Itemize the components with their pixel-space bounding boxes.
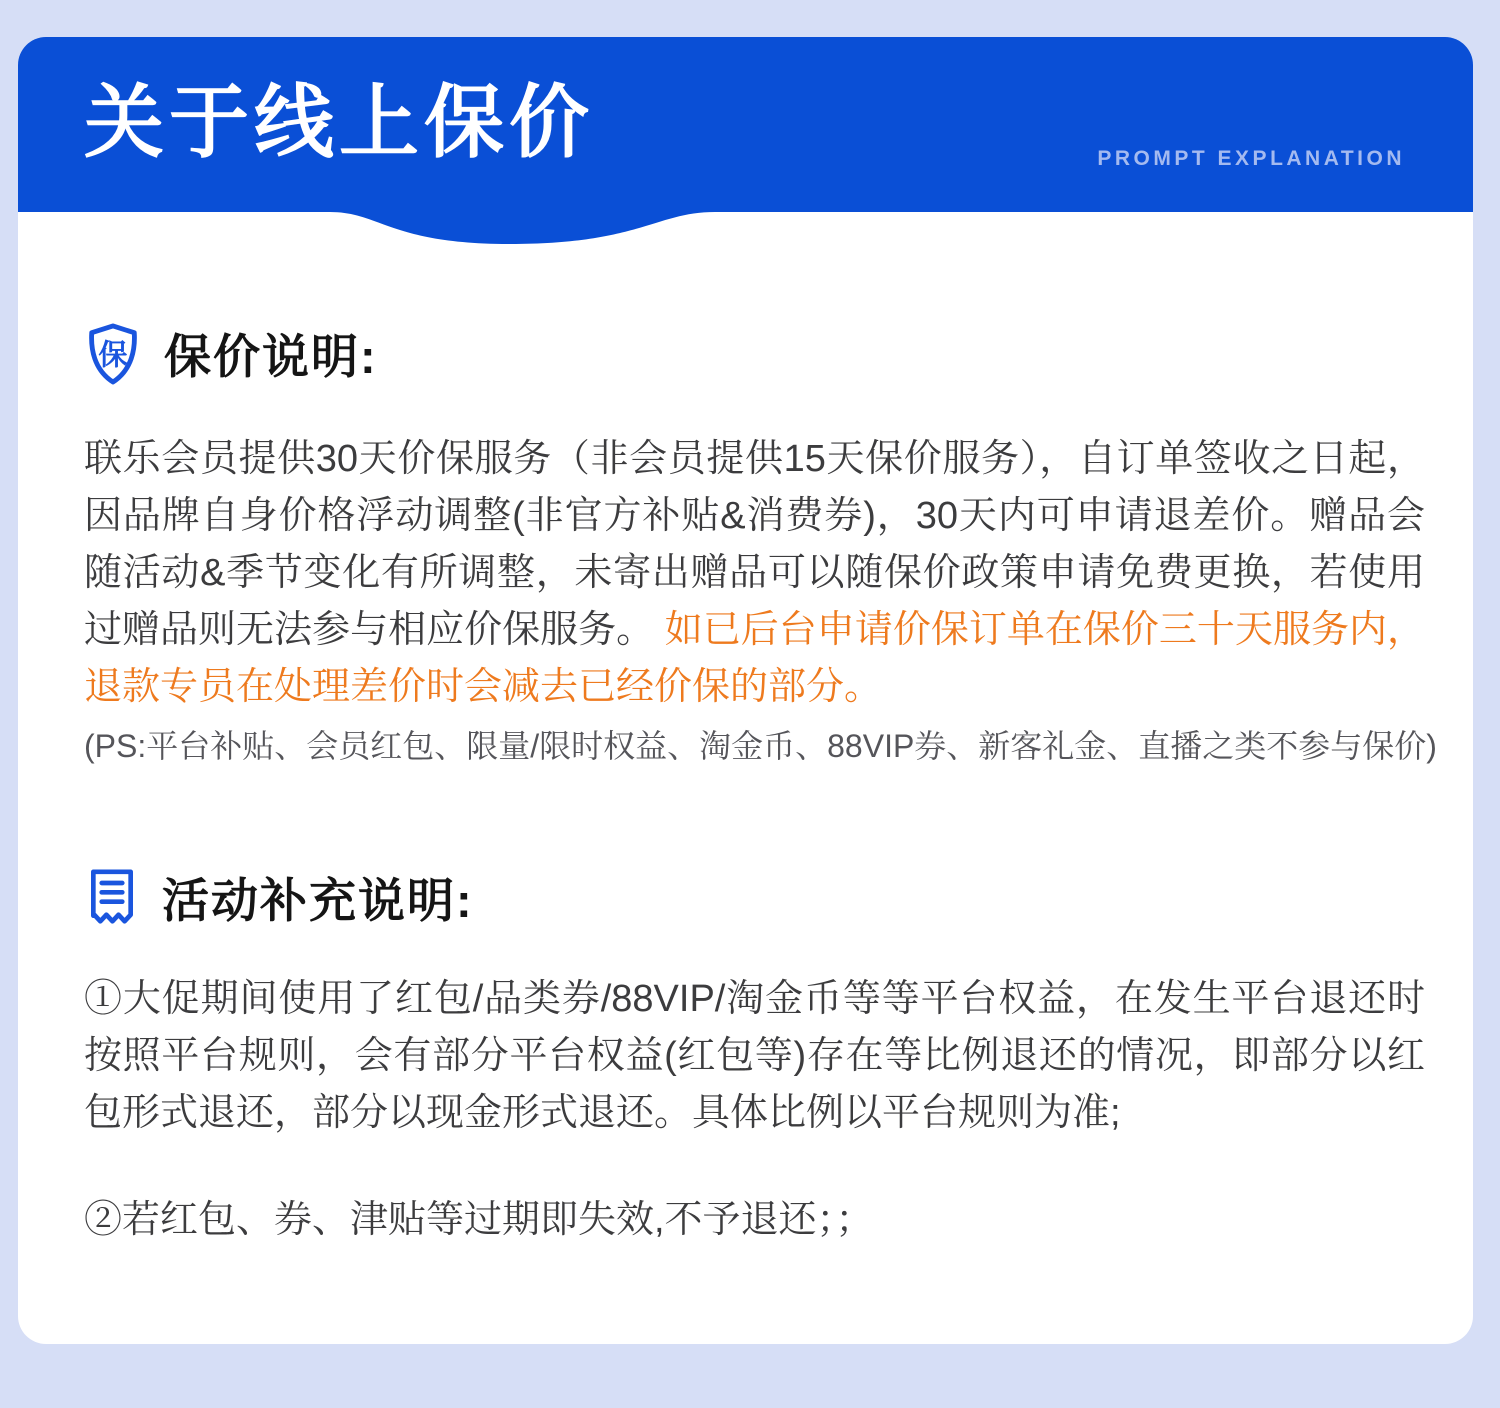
shield-bao-icon xyxy=(84,323,142,385)
section-title-supplement: 活动补充说明: xyxy=(162,873,474,927)
price-protection-body xyxy=(84,431,1425,716)
price-protection-section xyxy=(84,320,1437,769)
content-card xyxy=(18,252,1473,1344)
banner-subtitle: PROMPT EXPLANATION xyxy=(1097,147,1405,170)
price-protection-body-highlight: 如已后台申请价保订单在保价三十天服务内，退款专员在处理差价时会减去已经价保的部分。 xyxy=(84,609,1425,708)
supplement-section xyxy=(84,864,1425,1249)
ps-note: (PS:平台补贴、会员红包、限量/限时权益、淘金币、88VIP券、新客礼金、直播之类不参与保价) xyxy=(84,728,1437,764)
banner-wave-decoration xyxy=(18,212,1473,252)
shield-bao-icon-char: 保 xyxy=(98,339,128,372)
promo-frame xyxy=(18,37,1473,1344)
supplement-heading xyxy=(84,864,1425,931)
supplement-paragraph-2: ②若红包、券、津贴等过期即失效,不予退还；； xyxy=(84,1198,874,1241)
supplement-paragraph-1: ①大促期间使用了红包/品类券/88VIP/淘金币等等平台权益，在发生平台退还时按照平台规则，会有部分平台权益(红包等)存在等比例退还的情况，即部分以红包形式退还，部分以现金形式退还。具体比例以平台规则为准; xyxy=(84,977,1425,1134)
receipt-icon xyxy=(84,866,140,928)
section-title-price-protection: 保价说明: xyxy=(164,330,378,383)
price-protection-heading xyxy=(84,320,1425,387)
price-protection-body-normal: 联乐会员提供30天价保服务（非会员提供15天保价服务），自订单签收之日起，因品牌自身价格浮动调整(非官方补贴&消费券)，30天内可申请退差价。赠品会随活动&季节变化有所调整，未寄出赠品可以随保价政策申请免费更换，若使用过赠品则无法参与相应价保服务。 xyxy=(84,438,1425,651)
banner-title: 关于线上保价 xyxy=(84,78,594,167)
promo-banner xyxy=(18,37,1473,212)
